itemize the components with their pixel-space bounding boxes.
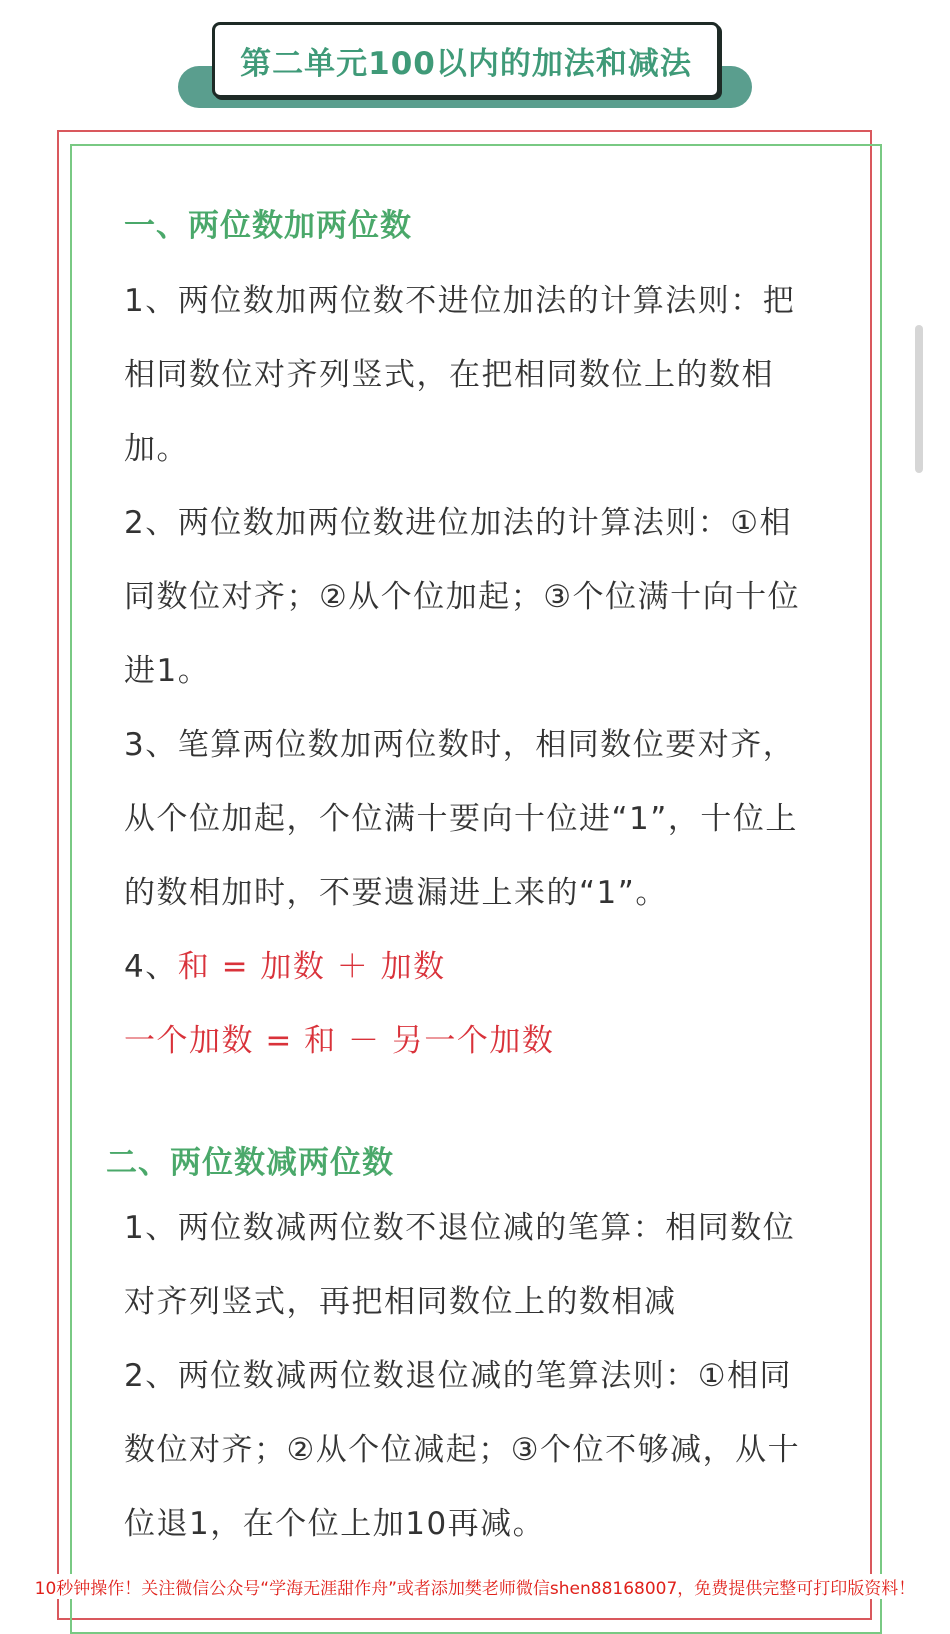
section1-line: 加。 bbox=[124, 431, 189, 467]
section2-line: 数位对齐；②从个位减起；③个位不够减，从十 bbox=[124, 1432, 801, 1468]
section1-line: 3、笔算两位数加两位数时，相同数位要对齐， bbox=[124, 727, 796, 763]
title-box bbox=[212, 22, 720, 98]
formula-addend: 一个加数 = 和 － 另一个加数 bbox=[124, 1023, 555, 1059]
section2-line: 对齐列竖式，再把相同数位上的数相减 bbox=[124, 1284, 677, 1320]
section2-line: 2、两位数减两位数退位减的笔算法则：①相同 bbox=[124, 1358, 793, 1394]
section1-line: 相同数位对齐列竖式，在把相同数位上的数相 bbox=[124, 357, 774, 393]
section1-line: 同数位对齐；②从个位加起；③个位满十向十位 bbox=[124, 579, 801, 615]
section1-line: 进1。 bbox=[124, 653, 211, 689]
scrollbar[interactable] bbox=[915, 325, 923, 473]
section2-heading: 二、两位数减两位数 bbox=[106, 1145, 394, 1181]
section2-line: 1、两位数减两位数不退位减的笔算：相同数位 bbox=[124, 1210, 796, 1246]
section1-line: 的数相加时，不要遗漏进上来的“1”。 bbox=[124, 875, 668, 911]
section1-line: 2、两位数加两位数进位加法的计算法则：①相 bbox=[124, 505, 793, 541]
formula-row-1 bbox=[124, 941, 446, 986]
section1-heading: 一、两位数加两位数 bbox=[124, 208, 412, 244]
watermark-banner: 10秒钟操作！关注微信公众号“学海无涯甜作舟”或者添加樊老师微信shen88168007，免费提供完整可打印版资料！ bbox=[0, 1574, 950, 1599]
page-title: 第二单元100以内的加法和减法 bbox=[240, 45, 692, 82]
formula-sum: 和 = 加数 ＋ 加数 bbox=[177, 949, 446, 985]
item4-prefix: 4、 bbox=[124, 949, 178, 985]
section1-line: 1、两位数加两位数不进位加法的计算法则：把 bbox=[124, 283, 796, 319]
section2-line: 位退1，在个位上加10再减。 bbox=[124, 1506, 546, 1542]
section1-line: 从个位加起，个位满十要向十位进“1”，十位上 bbox=[124, 801, 798, 837]
